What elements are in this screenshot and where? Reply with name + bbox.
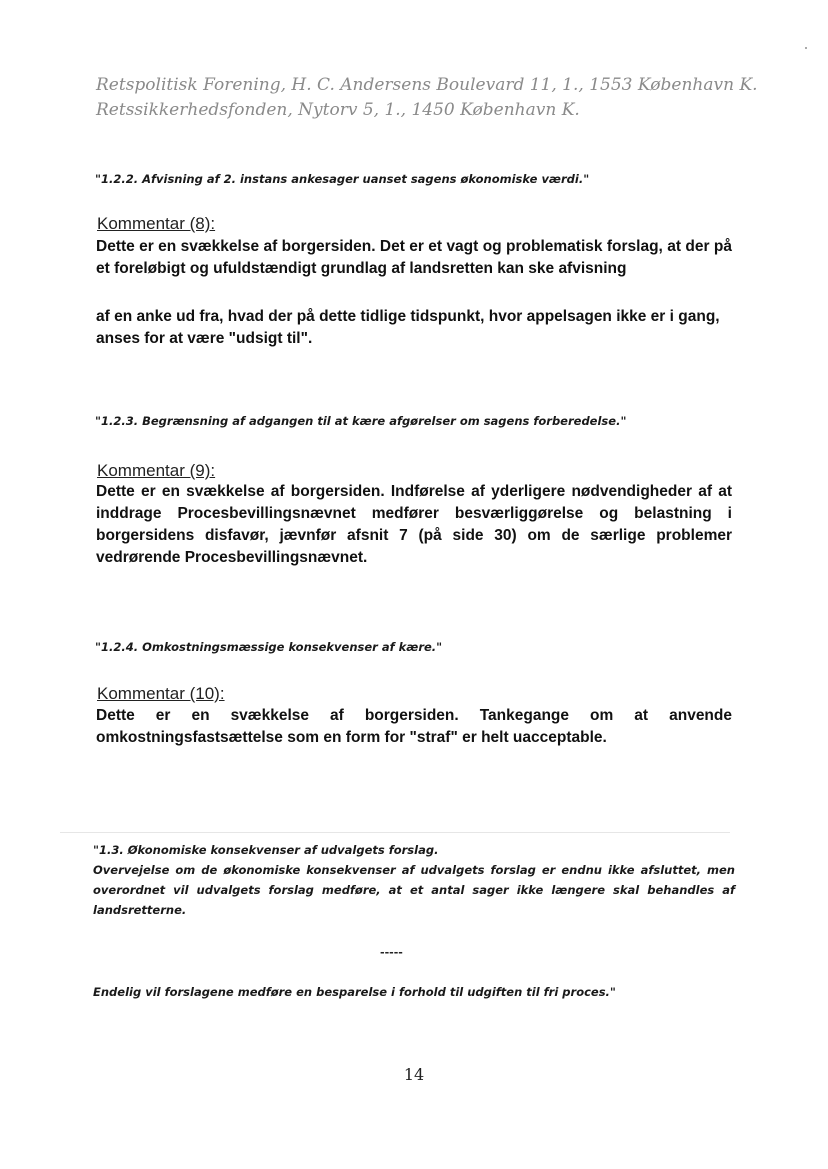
quote-1-2-3: "1.2.3. Begrænsning af adgangen til at kære afgørelser om sagens forberedelse." bbox=[95, 414, 627, 428]
kommentar-9-paragraph: Dette er en svækkelse af borgersiden. Indførelse af yderligere nødvendigheder af at inddrage Procesbevillingsnævnet medfører besværliggørelse og belastning i borgersidens disfavør, jævnfør afsnit 7 (på side 30) om de særlige problemer vedrørende Procesbevillingsnævnet. bbox=[96, 483, 732, 566]
kommentar-8-paragraph-1: Dette er en svækkelse af borgersiden. Det er et vagt og problematisk forslag, at der på et foreløbigt og ufuldstændigt grundlag af landsretten kan ske afvisning bbox=[96, 238, 732, 277]
kommentar-9-heading: Kommentar (9): bbox=[97, 461, 216, 480]
divider-line bbox=[60, 832, 730, 833]
economic-consequences-quote bbox=[93, 840, 735, 920]
page-number: 14 bbox=[403, 1065, 425, 1084]
kommentar-10-paragraph: Dette er en svækkelse af borgersiden. Tankegange om at anvende omkostningsfastsættelse som en form for "straf" er helt uacceptable. bbox=[96, 707, 732, 746]
quote-1-2-2: "1.2.2. Afvisning af 2. instans ankesager uanset sagens økonomiske værdi." bbox=[95, 172, 590, 186]
economic-consequences-text: Overvejelse om de økonomiske konsekvenser af udvalgets forslag er endnu ikke afsluttet, men overordnet vil udvalgets forslag medføre, at et antal sager ikke længere skal behandles af landsretterne. bbox=[93, 863, 735, 917]
letterhead-line-2: Retssikkerhedsfonden, Nytorv 5, 1., 1450 København K. bbox=[96, 100, 580, 120]
closing-quote: Endelig vil forslagene medføre en besparelse i forhold til udgiften til fri proces." bbox=[93, 985, 616, 999]
letterhead bbox=[96, 73, 776, 123]
kommentar-8-paragraph-2: af en anke ud fra, hvad der på dette tidlige tidspunkt, hvor appelsagen ikke er i gang, anses for at være "udsigt til". bbox=[96, 308, 720, 347]
quote-1-2-4: "1.2.4. Omkostningsmæssige konsekvenser af kære." bbox=[95, 640, 443, 654]
separator-dashes: ----- bbox=[380, 946, 403, 959]
kommentar-8-heading: Kommentar (8): bbox=[97, 214, 216, 233]
economic-consequences-heading: "1.3. Økonomiske konsekvenser af udvalgets forslag. bbox=[93, 843, 439, 857]
letterhead-line-1: Retspolitisk Forening, H. C. Andersens Boulevard 11, 1., 1553 København K. bbox=[96, 75, 758, 95]
scan-speck bbox=[805, 47, 807, 49]
kommentar-10-heading: Kommentar (10): bbox=[97, 684, 225, 703]
